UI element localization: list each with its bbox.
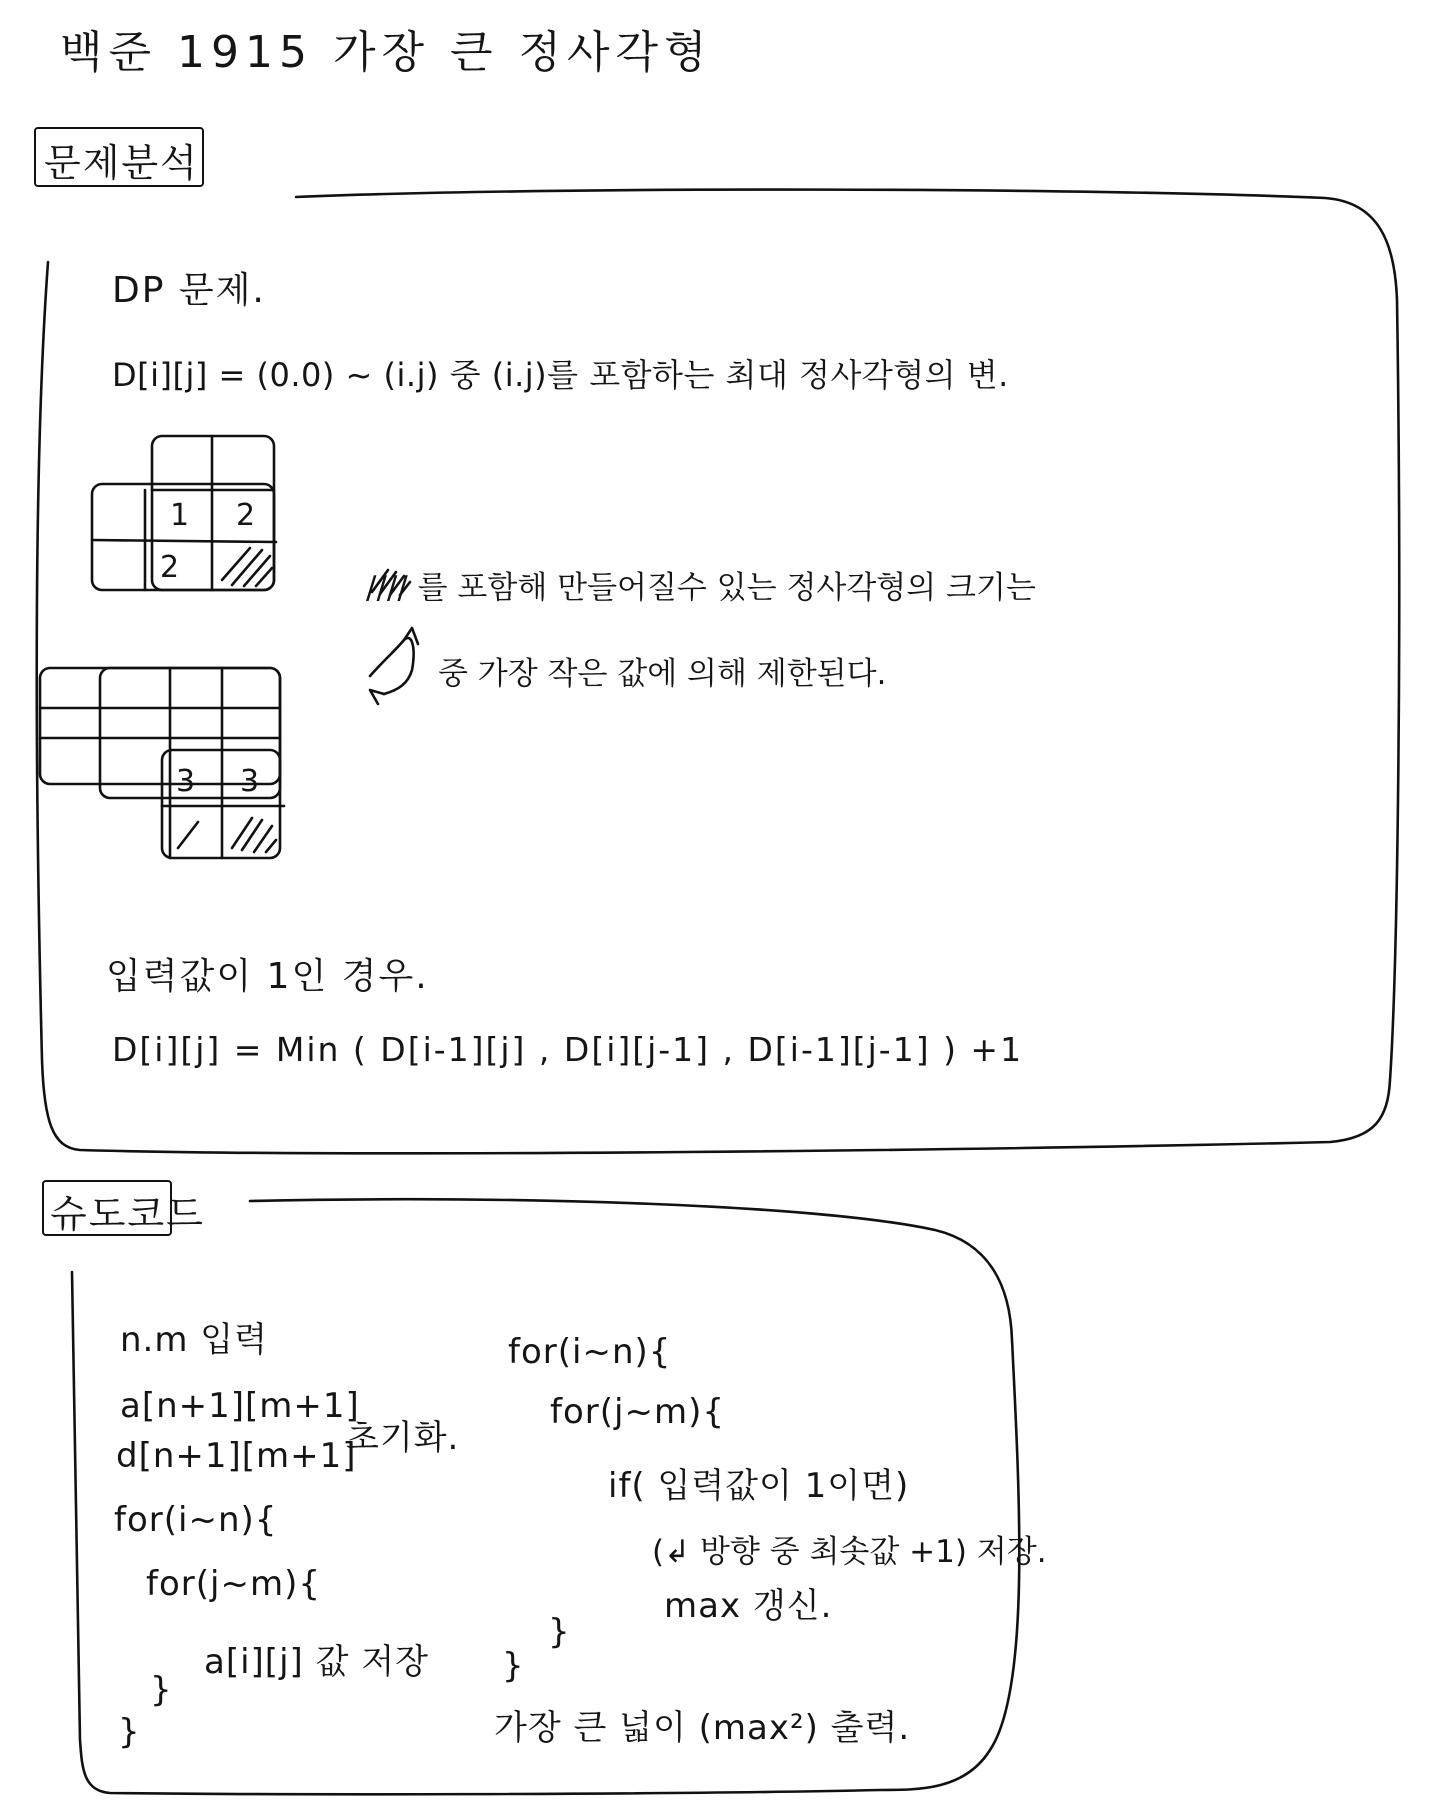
pseudo-left-7: } xyxy=(150,1670,173,1710)
grid2-cell-2: 3 xyxy=(240,764,260,799)
analysis-line-1: DP 문제. xyxy=(112,270,266,311)
pseudo-right-5: max 갱신. xyxy=(664,1586,833,1626)
pseudo-init-label: 초기화. xyxy=(346,1418,460,1458)
min-direction-arrow-icon xyxy=(370,628,418,704)
grid1-cell-3: 2 xyxy=(160,550,180,585)
grid1-cell-1: 1 xyxy=(170,498,190,533)
pseudo-left-1: n.m 입력 xyxy=(120,1320,268,1360)
page-title: 백준 1915 가장 큰 정사각형 xyxy=(60,27,713,78)
analysis-note-1: //// 를 포함해 만들어질수 있는 정사각형의 크기는 xyxy=(366,570,1036,606)
pseudo-right-8: 가장 큰 넓이 (max²) 출력. xyxy=(494,1708,911,1748)
analysis-line-3: 입력값이 1인 경우. xyxy=(106,956,429,997)
pseudo-right-7: } xyxy=(502,1646,525,1686)
pseudo-right-1: for(i~n){ xyxy=(508,1332,672,1372)
pseudo-left-8: } xyxy=(118,1712,141,1752)
analysis-formula: D[i][j] = Min ( D[i-1][j] , D[i][j-1] , D[i-1][j-1] ) +1 xyxy=(112,1030,1024,1069)
analysis-note-2: 중 가장 작은 값에 의해 제한된다. xyxy=(438,656,887,692)
analysis-definition: D[i][j] = (0.0) ~ (i.j) 중 (i.j)를 포함하는 최대 정사각형의 변. xyxy=(112,356,1009,394)
grid2-cell-1: 3 xyxy=(176,764,196,799)
grid-diagram-2 xyxy=(40,668,284,858)
pseudo-right-3: if( 입력값이 1이면) xyxy=(608,1466,910,1506)
pseudo-right-2: for(j~m){ xyxy=(550,1392,725,1432)
pseudo-left-2: a[n+1][m+1] xyxy=(120,1386,360,1426)
pseudo-left-5: for(j~m){ xyxy=(146,1564,321,1604)
pseudocode-heading: 슈도코드 xyxy=(50,1192,205,1236)
pseudo-left-4: for(i~n){ xyxy=(114,1500,278,1540)
pseudo-right-6: } xyxy=(548,1612,571,1652)
pseudo-left-3: d[n+1][m+1] xyxy=(116,1436,357,1476)
pseudo-left-6: a[i][j] 값 저장 xyxy=(204,1642,429,1682)
analysis-heading: 문제분석 xyxy=(44,141,199,185)
grid1-cell-2: 2 xyxy=(236,498,256,533)
pseudo-right-4: (↲ 방향 중 최솟값 +1) 저장. xyxy=(652,1534,1047,1570)
